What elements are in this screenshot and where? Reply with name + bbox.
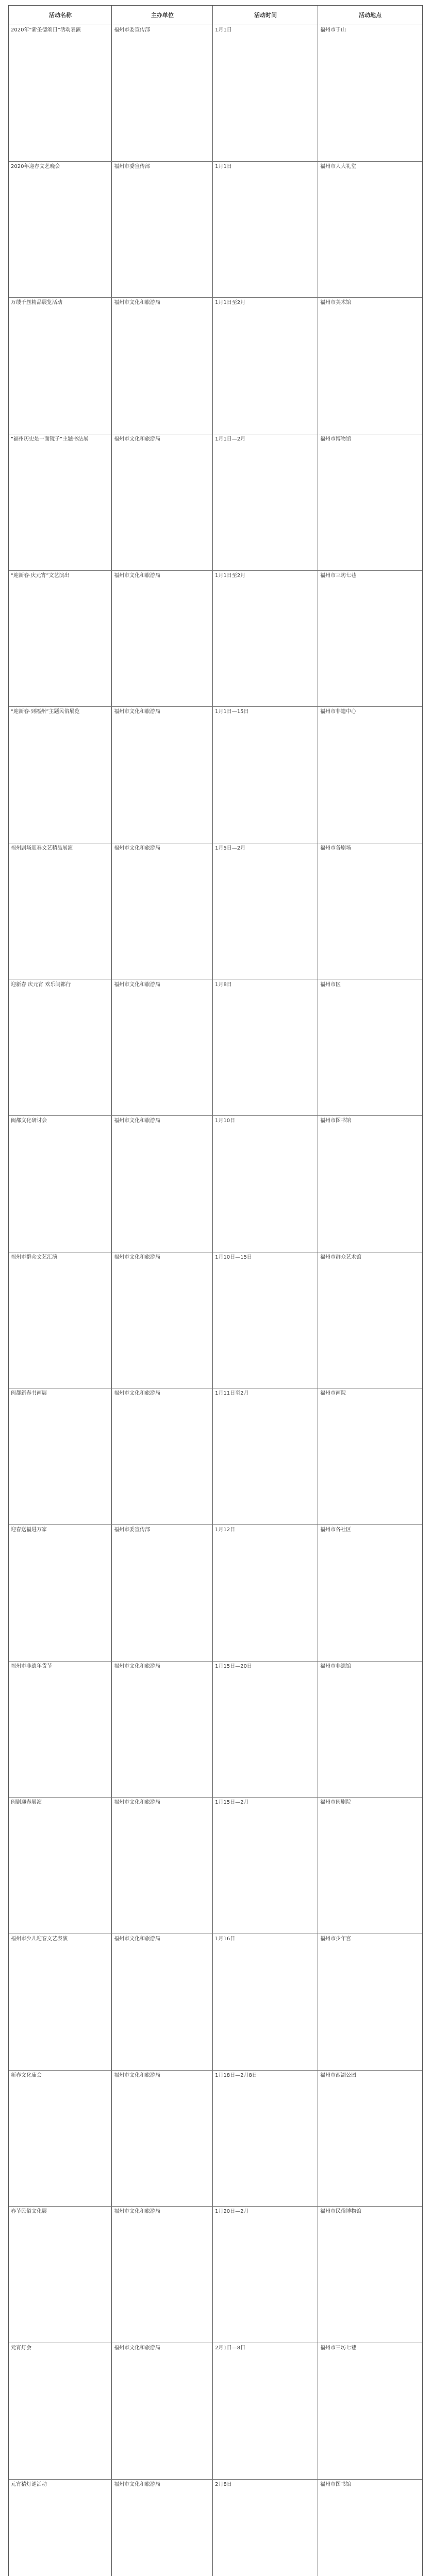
cell-activity-time: 1月1日至2月: [215, 572, 246, 579]
cell-activity-time: 1月20日—2月: [215, 2209, 249, 2215]
cell-organizer: 福州市文化和旅游局: [114, 845, 160, 851]
cell-activity-location: 福州市博物馆: [320, 436, 351, 442]
cell-activity-name: 福州市群众文艺汇演: [11, 1254, 57, 1260]
cell-organizer: 福州市文化和旅游局: [114, 1663, 160, 1669]
cell-activity-name: 新春文化庙会: [11, 2072, 42, 2078]
table-row: [9, 434, 422, 571]
cell-activity-location: 福州市画院: [320, 1391, 346, 1397]
table-row: [9, 2480, 422, 2576]
cell-organizer: 福州市文化和旅游局: [114, 2072, 160, 2078]
cell-activity-location: 福州市区: [320, 981, 341, 988]
table-row: [9, 2207, 422, 2343]
cell-organizer: 福州市文化和旅游局: [114, 1800, 160, 1806]
header-activity-time: 活动时间: [213, 6, 318, 25]
cell-activity-name: 福州剧场迎春文艺精品展演: [11, 845, 73, 851]
cell-activity-location: 福州市三坊七巷: [320, 572, 356, 579]
cell-activity-time: 1月15日—2月: [215, 1800, 249, 1806]
cell-organizer: 福州市文化和旅游局: [114, 1391, 160, 1397]
cell-activity-name: 元宵灯会: [11, 2345, 31, 2351]
table-row: [9, 1798, 422, 1934]
cell-activity-time: 1月8日: [215, 981, 232, 988]
cell-activity-location: 福州市人大礼堂: [320, 163, 356, 170]
cell-organizer: 福州市文化和旅游局: [114, 436, 160, 442]
cell-activity-location: 福州市美术馆: [320, 300, 351, 306]
cell-organizer: 福州市文化和旅游局: [114, 709, 160, 715]
cell-activity-location: 福州市西湖公园: [320, 2072, 356, 2078]
cell-activity-name: 春节民俗文化展: [11, 2209, 47, 2215]
table-row: [9, 1662, 422, 1798]
cell-activity-time: 1月1日: [215, 163, 232, 170]
table-body: [9, 25, 422, 2576]
cell-activity-location: 福州市于山: [320, 27, 346, 33]
cell-organizer: 福州市文化和旅游局: [114, 1118, 160, 1124]
cell-activity-time: 2月1日—8日: [215, 2345, 246, 2351]
cell-activity-name: “迎新春·庆元宵”文艺演出: [11, 572, 70, 579]
table-row: [9, 1116, 422, 1252]
cell-activity-location: 福州市图书馆: [320, 1118, 351, 1124]
cell-activity-name: 闽都文化研讨会: [11, 1118, 47, 1124]
cell-activity-location: 福州市各社区: [320, 1527, 351, 1533]
cell-activity-location: 福州市非遗中心: [320, 709, 356, 715]
cell-activity-time: 1月12日: [215, 1527, 236, 1533]
header-activity-name: 活动名称: [9, 6, 112, 25]
cell-organizer: 福州市文化和旅游局: [114, 981, 160, 988]
cell-organizer: 福州市文化和旅游局: [114, 1254, 160, 1260]
cell-activity-location: 福州市民俗博物馆: [320, 2209, 361, 2215]
cell-activity-name: 元宵猜灯谜活动: [11, 2481, 47, 2487]
table-row: [9, 2343, 422, 2480]
table-row: [9, 25, 422, 162]
cell-activity-name: 福州市少儿迎春文艺表演: [11, 1936, 68, 1942]
cell-activity-time: 1月11日至2月: [215, 1391, 249, 1397]
table-row: [9, 1525, 422, 1662]
cell-activity-location: 福州市闽剧院: [320, 1800, 351, 1806]
cell-activity-location: 福州市各剧场: [320, 845, 351, 851]
cell-activity-time: 1月1日—15日: [215, 709, 249, 715]
cell-activity-name: 闽都新春书画展: [11, 1391, 47, 1397]
cell-organizer: 福州市文化和旅游局: [114, 2345, 160, 2351]
cell-organizer: 福州市委宣传部: [114, 1527, 150, 1533]
cell-organizer: 福州市文化和旅游局: [114, 2209, 160, 2215]
cell-activity-name: “迎新春·到福州”主题民俗展览: [11, 709, 80, 715]
cell-activity-location: 福州市三坊七巷: [320, 2345, 356, 2351]
table-row: [9, 980, 422, 1116]
table-row: [9, 2071, 422, 2207]
cell-activity-name: 福州市非遗年货节: [11, 1663, 52, 1669]
cell-activity-time: 1月15日—20日: [215, 1663, 252, 1669]
cell-organizer: 福州市委宣传部: [114, 27, 150, 33]
cell-activity-name: 闽剧迎春展演: [11, 1800, 42, 1806]
cell-activity-name: 迎春送福进万家: [11, 1527, 47, 1533]
header-activity-location: 活动地点: [318, 6, 422, 25]
cell-activity-name: 2020年迎春文艺晚会: [11, 163, 60, 170]
cell-activity-time: 1月16日: [215, 1936, 236, 1942]
cell-activity-time: 1月1日—2月: [215, 436, 246, 442]
cell-organizer: 福州市委宣传部: [114, 163, 150, 170]
cell-organizer: 福州市文化和旅游局: [114, 2481, 160, 2487]
table-row: [9, 1388, 422, 1525]
cell-activity-name: “福州历史是一面镜子”主题书法展: [11, 436, 89, 442]
cell-organizer: 福州市文化和旅游局: [114, 300, 160, 306]
cell-activity-time: 2月8日: [215, 2481, 232, 2487]
table-row: [9, 298, 422, 434]
cell-organizer: 福州市文化和旅游局: [114, 572, 160, 579]
cell-activity-location: 福州市群众艺术馆: [320, 1254, 361, 1260]
cell-activity-name: 2020年“新圣德颂日”活动表演: [11, 27, 81, 33]
cell-activity-time: 1月1日: [215, 27, 232, 33]
cell-activity-name: 万缕千丝精品展览活动: [11, 300, 62, 306]
cell-activity-time: 1月1日至2月: [215, 300, 246, 306]
cell-activity-location: 福州市图书馆: [320, 2481, 351, 2487]
cell-activity-location: 福州市非遗馆: [320, 1663, 351, 1669]
cell-organizer: 福州市文化和旅游局: [114, 1936, 160, 1942]
table-row: [9, 571, 422, 707]
table-row: [9, 1934, 422, 2071]
cell-activity-time: 1月10日—15日: [215, 1254, 252, 1260]
cell-activity-name: 迎新春 庆元宵 欢乐闽都行: [11, 981, 71, 988]
cell-activity-time: 1月18日—2月8日: [215, 2072, 257, 2078]
table-row: [9, 162, 422, 298]
cell-activity-time: 1月10日: [215, 1118, 236, 1124]
cell-activity-time: 1月5日—2月: [215, 845, 246, 851]
event-table: [8, 5, 423, 2576]
header-organizer: 主办单位: [112, 6, 213, 25]
table-row: [9, 843, 422, 980]
cell-activity-location: 福州市少年宫: [320, 1936, 351, 1942]
table-row: [9, 707, 422, 843]
table-row: [9, 1252, 422, 1389]
